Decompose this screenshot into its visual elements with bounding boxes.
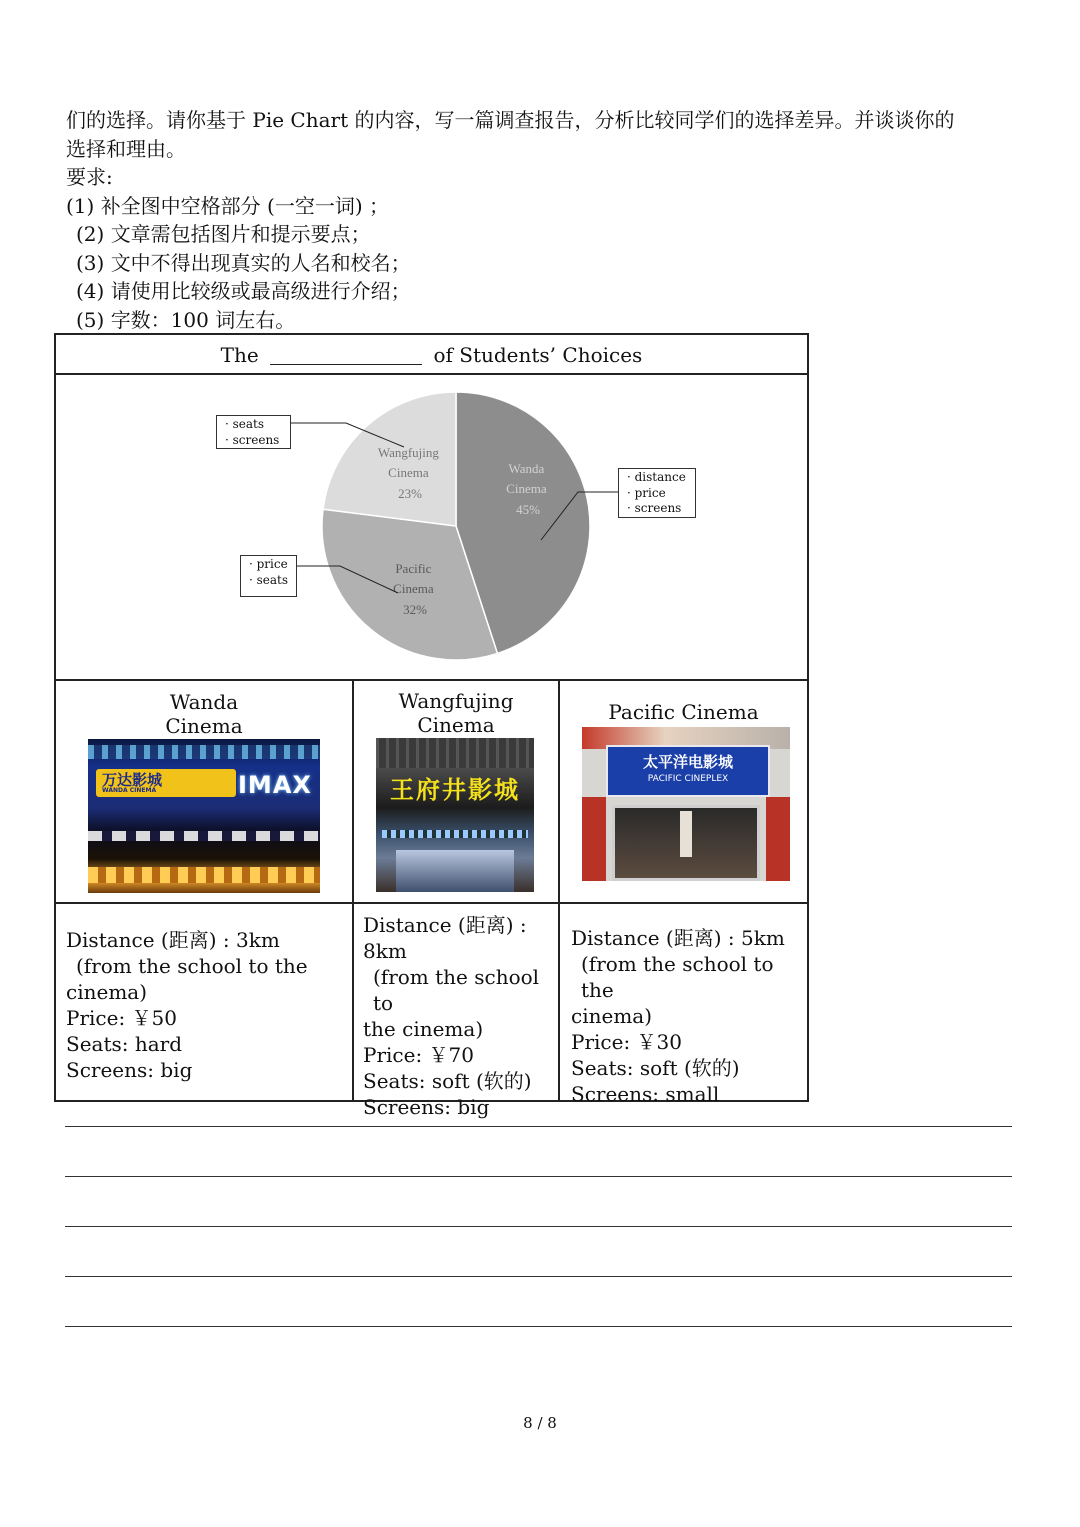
requirement-2: (2) 文章需包括图片和提示要点； [76, 222, 371, 246]
wangfujing-seats: Seats: soft (软的) [363, 1069, 532, 1093]
cinema-info-row [56, 904, 807, 1119]
wangfujing-screens: Screens: big [363, 1095, 490, 1119]
table-title [56, 335, 807, 375]
wanda-seats: Seats: hard [66, 1032, 183, 1056]
pacific-name: Pacific Cinema [608, 700, 759, 724]
slice-label-wanda-type: Cinema [506, 481, 547, 496]
writing-line-3[interactable] [65, 1226, 1012, 1227]
wangfujing-info [363, 912, 555, 1120]
slice-label-wangfujing-type: Cinema [388, 465, 429, 480]
slice-label-pacific-name: Pacific [395, 561, 432, 576]
callout-box-wanda [618, 468, 696, 518]
wanda-sign-cn: 万达影城 [102, 771, 163, 789]
wanda-sign-sub: WANDA CINEMA [102, 787, 157, 794]
intro-line-1: 们的选择。请你基于 Pie Chart 的内容，写一篇调查报告，分析比较同学们的选择差异。并谈谈你的 [66, 108, 955, 132]
wangfujing-cinema-photo [376, 738, 534, 892]
writing-line-2[interactable] [65, 1176, 1012, 1177]
wangfujing-name-line-1: Wangfujing [398, 689, 514, 713]
pacific-sign-cn: 太平洋电影城 [642, 753, 733, 771]
wanda-cinema-photo [88, 739, 320, 893]
intro-text [66, 106, 1026, 334]
pacific-info-cell [560, 904, 807, 1106]
pacific-photo-cell [560, 681, 807, 902]
slice-label-wangfujing-pct: 23% [398, 486, 422, 501]
wanda-name [56, 690, 352, 738]
slice-label-pacific-pct: 32% [403, 602, 427, 617]
callout-box-wangfujing [216, 415, 291, 449]
page-number: 8 / 8 [523, 1414, 557, 1432]
requirement-3: (3) 文中不得出现真实的人名和校名； [76, 250, 411, 275]
pacific-distance-note: (from the school to the [581, 952, 774, 1002]
pie-chart [56, 375, 807, 681]
wanda-info [66, 927, 348, 1083]
pacific-info [571, 925, 803, 1107]
wangfujing-sign-cn: 王府井影城 [390, 776, 520, 804]
pacific-distance: Distance (距离) : 5km [571, 926, 785, 950]
pacific-price: Price: ￥30 [571, 1030, 682, 1054]
pacific-distance-note-2: cinema) [571, 1004, 653, 1028]
wangfujing-distance-note-2: the cinema) [363, 1017, 484, 1041]
pie-slices [322, 392, 590, 660]
intro-line-2: 选择和理由。 [66, 136, 186, 161]
slice-label-wangfujing-name: Wangfujing [377, 445, 439, 460]
wanda-info-cell [56, 904, 354, 1100]
writing-line-5[interactable] [65, 1326, 1012, 1327]
wangfujing-distance-2: 8km [363, 939, 407, 963]
wangfujing-price: Price: ￥70 [363, 1043, 474, 1067]
cinema-photos-row [56, 681, 807, 904]
wangfujing-name [354, 689, 558, 737]
callout-wanda-item: · distance [627, 470, 686, 484]
title-blank[interactable] [270, 344, 422, 365]
wanda-distance-note: (from the school to the [76, 954, 308, 978]
title-after: of Students’ Choices [433, 343, 643, 367]
callout-wanda-item: · price [627, 485, 666, 500]
requirement-1: (1) 补全图中空格部分 (一空一词) ； [66, 193, 390, 218]
wanda-name-line-1: Wanda [169, 690, 239, 714]
pacific-screens: Screens: small [571, 1082, 720, 1106]
pie-chart-area [56, 375, 807, 681]
wanda-distance: Distance (距离) : 3km [66, 928, 280, 952]
wangfujing-name-line-2: Cinema [417, 713, 495, 737]
wangfujing-distance-note: (from the school to [373, 965, 540, 1015]
slice-label-wanda-pct: 45% [516, 502, 540, 517]
wanda-price: Price: ￥50 [66, 1006, 177, 1030]
writing-line-1[interactable] [65, 1126, 1012, 1127]
pacific-cinema-photo [582, 727, 790, 881]
wangfujing-distance: Distance (距离) : [363, 913, 527, 937]
wanda-distance-note-2: cinema) [66, 980, 148, 1004]
pacific-seats: Seats: soft (软的) [571, 1056, 740, 1080]
wanda-photo-cell [56, 681, 354, 902]
writing-line-4[interactable] [65, 1276, 1012, 1277]
requirement-4: (4) 请使用比较级或最高级进行介绍； [76, 279, 411, 303]
cinema-table [54, 333, 809, 1119]
slice-label-wanda-name: Wanda [508, 461, 545, 476]
requirement-5: (5) 字数：100 词左右。 [76, 307, 296, 332]
callout-wangfujing-item: · screens [225, 432, 280, 447]
callout-pacific-item: · seats [249, 572, 289, 587]
wangfujing-photo-cell [354, 681, 560, 902]
slice-label-pacific-type: Cinema [393, 581, 434, 596]
wanda-sign-en: IMAX [238, 771, 312, 799]
callout-box-pacific [240, 555, 297, 597]
wanda-name-line-2: Cinema [165, 714, 243, 738]
pacific-sign-en: PACIFIC CINEPLEX [647, 774, 729, 784]
wangfujing-info-cell [354, 904, 560, 1119]
wanda-screens: Screens: big [66, 1058, 193, 1082]
callout-wangfujing-item: · seats [225, 417, 265, 431]
title-before: The [220, 343, 259, 367]
callout-wanda-item: · screens [627, 501, 682, 515]
callout-pacific-item: · price [249, 557, 288, 571]
requirements-heading: 要求: [66, 165, 113, 189]
